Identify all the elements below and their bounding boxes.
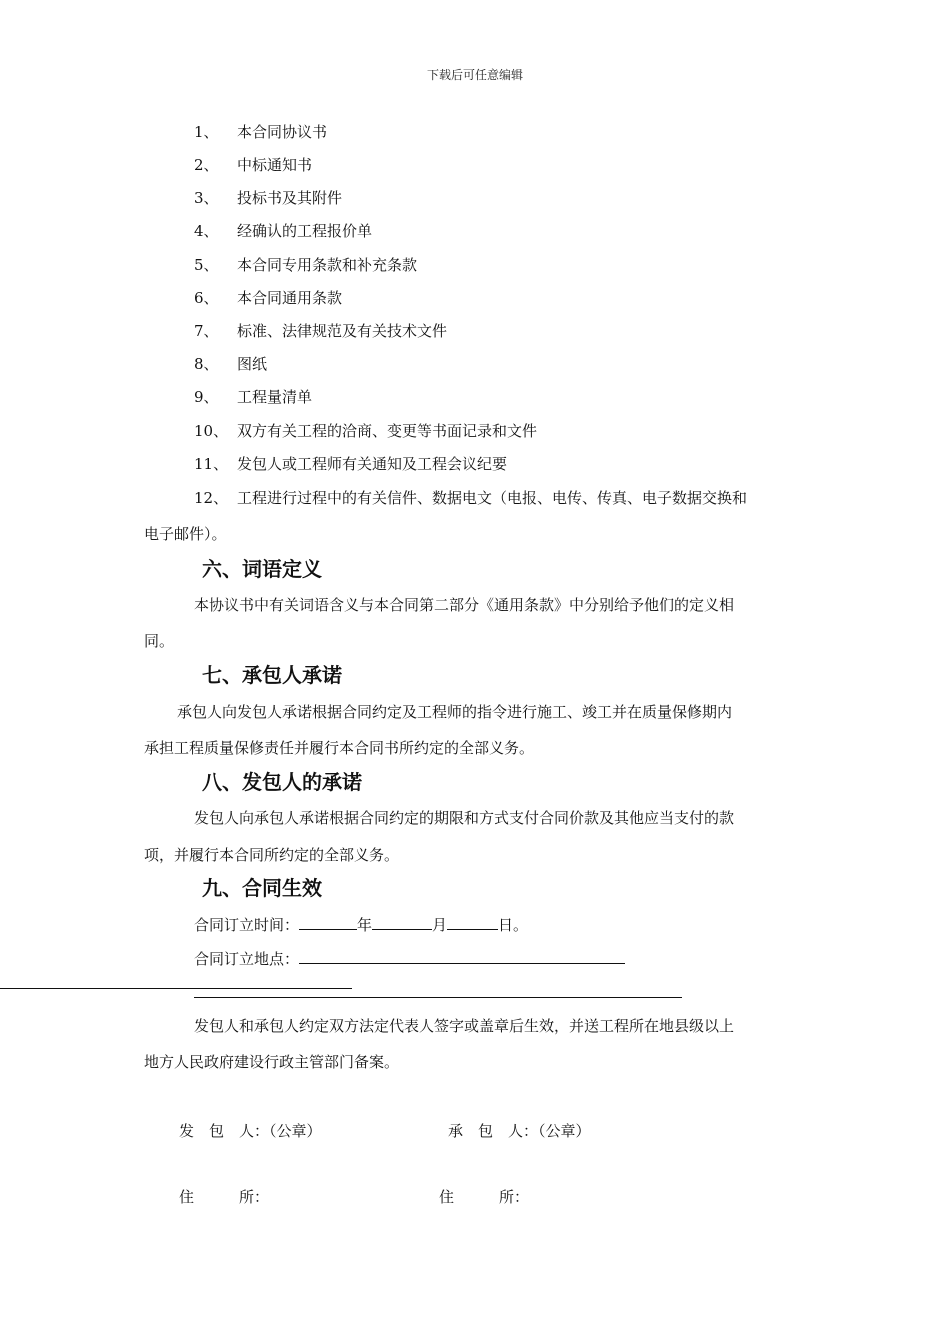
list-item-text: 双方有关工程的洽商、变更等书面记录和文件 <box>237 422 538 440</box>
employer-seal-label: 发 包 人：（公章） <box>179 1122 322 1140</box>
contractor-seal-label: 承 包 人：（公章） <box>448 1122 591 1140</box>
list-item-text: 工程进行过程中的有关信件、数据电文（电报、电传、传真、电子数据交换和 <box>237 489 748 507</box>
list-item-number: 1、 <box>194 123 219 141</box>
month-label: 月 <box>432 916 448 934</box>
list-item-text: 本合同协议书 <box>237 123 328 141</box>
section-7-paragraph-line: 承担工程质量保修责任并履行本合同书所约定的全部义务。 <box>144 739 535 757</box>
month-blank[interactable] <box>372 914 432 930</box>
place-blank[interactable] <box>299 948 625 964</box>
list-item-number: 3、 <box>194 189 219 207</box>
section-heading-8: 八、发包人的承诺 <box>202 770 362 794</box>
list-item-text: 图纸 <box>237 355 268 373</box>
list-item-number: 10、 <box>194 422 229 440</box>
list-item-number: 8、 <box>194 355 219 373</box>
section-9-paragraph-line: 发包人和承包人约定双方法定代表人签字或盖章后生效，并送工程所在地县级以上 <box>194 1017 735 1035</box>
list-item-continuation: 电子邮件）。 <box>144 525 227 543</box>
section-8-paragraph-line: 项，并履行本合同所约定的全部义务。 <box>144 846 400 864</box>
day-blank[interactable] <box>447 914 498 930</box>
day-label: 日。 <box>498 916 529 934</box>
year-label: 年 <box>357 916 373 934</box>
list-item-number: 2、 <box>194 156 219 174</box>
list-item-text: 标准、法律规范及有关技术文件 <box>237 322 448 340</box>
list-item-text: 本合同通用条款 <box>237 289 343 307</box>
contract-date-label: 合同订立时间： <box>194 916 300 934</box>
list-item-text: 工程量清单 <box>237 388 313 406</box>
list-item-text: 发包人或工程师有关通知及工程会议纪要 <box>237 455 508 473</box>
list-item-text: 中标通知书 <box>237 156 313 174</box>
section-heading-9: 九、合同生效 <box>202 876 322 900</box>
list-item-text: 投标书及其附件 <box>237 189 343 207</box>
section-heading-6: 六、词语定义 <box>202 557 322 581</box>
list-item-number: 5、 <box>194 256 219 274</box>
section-7-paragraph-line: 承包人向发包人承诺根据合同约定及工程师的指令进行施工、竣工并在质量保修期内 <box>177 703 733 721</box>
contract-place-line <box>194 948 625 969</box>
section-9-paragraph-line: 地方人民政府建设行政主管部门备案。 <box>144 1053 400 1071</box>
contractor-address-label: 住 所： <box>439 1188 530 1206</box>
list-item-number: 7、 <box>194 322 219 340</box>
list-item-text: 本合同专用条款和补充条款 <box>237 256 418 274</box>
section-6-paragraph-line: 本协议书中有关词语含义与本合同第二部分《通用条款》中分别给予他们的定义相 <box>194 596 735 614</box>
section-8-paragraph-line: 发包人向承包人承诺根据合同约定的期限和方式支付合同价款及其他应当支付的款 <box>194 809 735 827</box>
list-item-number: 4、 <box>194 222 219 240</box>
list-item-text: 经确认的工程报价单 <box>237 222 373 240</box>
list-item-number: 12、 <box>194 489 229 507</box>
list-item-number: 6、 <box>194 289 219 307</box>
section-heading-7: 七、承包人承诺 <box>202 663 342 687</box>
contract-place-label: 合同订立地点： <box>194 950 300 968</box>
contract-date-line <box>194 914 528 935</box>
list-item-number: 11、 <box>194 455 229 473</box>
section-6-paragraph-line: 同。 <box>144 632 175 650</box>
year-blank[interactable] <box>299 914 357 930</box>
place-continuation-line <box>194 997 682 998</box>
place-continuation-line <box>0 988 352 989</box>
list-item-number: 9、 <box>194 388 219 406</box>
employer-address-label: 住 所： <box>179 1188 270 1206</box>
page-header: 下载后可任意编辑 <box>426 68 523 82</box>
